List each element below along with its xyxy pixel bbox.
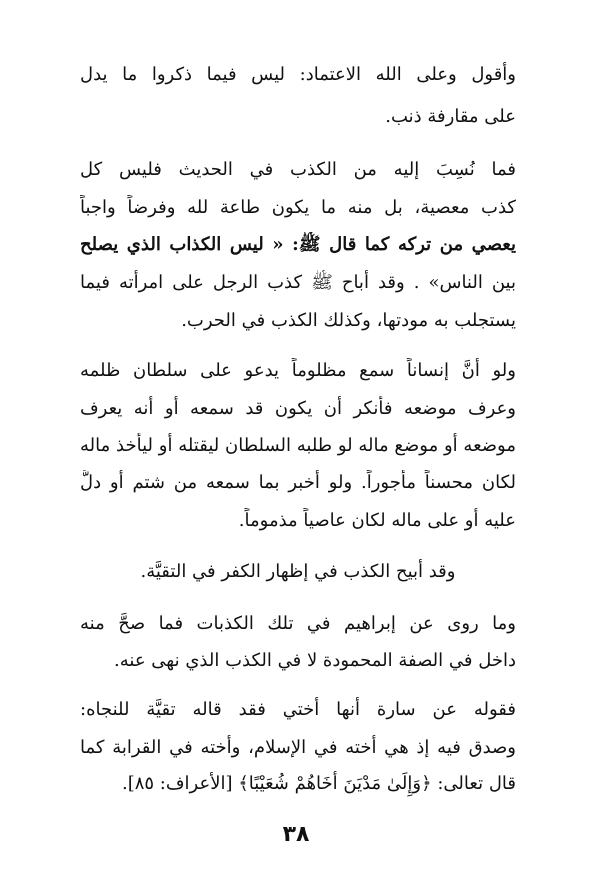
paragraph-2-line-2: كذب معصية، بل منه ما يكون طاعة لله وفرضاً واجباً — [80, 197, 516, 218]
paragraph-6-line-2: وصدق فيه إذ هي أخته في الإسلام، وأخته في القرابة كما — [80, 737, 516, 758]
page-number: ٣٨ — [282, 822, 310, 847]
paragraph-6-line-3: قال تعالى: ﴿وَإِلَىٰ مَدْيَنَ أَخَاهُمْ شُعَيْبًا﴾ [الأعراف: ٨٥]. — [121, 773, 516, 794]
paragraph-3-line-5: عليه أو على ماله لكان عاصياً مذموماً. — [238, 510, 516, 531]
paragraph-5-line-1: وما روى عن إبراهيم في تلك الكذبات فما صحَّ منه — [80, 613, 516, 634]
paragraph-5-line-2: داخل في الصفة المحمودة لا في الكذب الذي نهى عنه. — [114, 650, 516, 671]
paragraph-6-line-1: فقوله عن سارة أنها أختي فقد قاله تقيَّة للنجاه: — [80, 699, 516, 720]
paragraph-4-line-1: وقد أبيح الكذب في إظهار الكفر في التقيَّة. — [140, 561, 456, 582]
paragraph-2-line-3: يعصي من تركه كما قال ﷺ: « ليس الكذاب الذي يصلح — [80, 234, 516, 255]
paragraph-1-line-1: وأقول وعلى الله الاعتماد: ليس فيما ذكروا ما يدل — [80, 64, 516, 85]
paragraph-3-line-1: ولو أنَّ إنساناً سمع مظلوماً يدعو على سلطان ظلمه — [80, 360, 516, 381]
paragraph-3-line-2: وعرف موضعه فأنكر أن يكون قد سمعه أو أنه يعرف — [80, 398, 516, 419]
paragraph-3-line-3: موضعه أو موضع ماله لو طلبه السلطان ليقتله أو ليأخذ ماله — [80, 435, 516, 456]
paragraph-2-line-4: بين الناس» . وقد أباح ﷺ كذب الرجل على امرأته فيما — [80, 272, 516, 293]
paragraph-3-line-4: لكان محسناً مأجوراً. ولو أخبر بما سمعه من شتم أو دلَّ — [80, 472, 516, 493]
paragraph-2-line-5: يستجلب به مودتها، وكذلك الكذب في الحرب. — [181, 310, 516, 331]
paragraph-1-line-2: على مقارفة ذنب. — [385, 106, 516, 127]
paragraph-2-line-1: فما نُسِبَ إليه من الكذب في الحديث فليس كل — [80, 159, 516, 180]
